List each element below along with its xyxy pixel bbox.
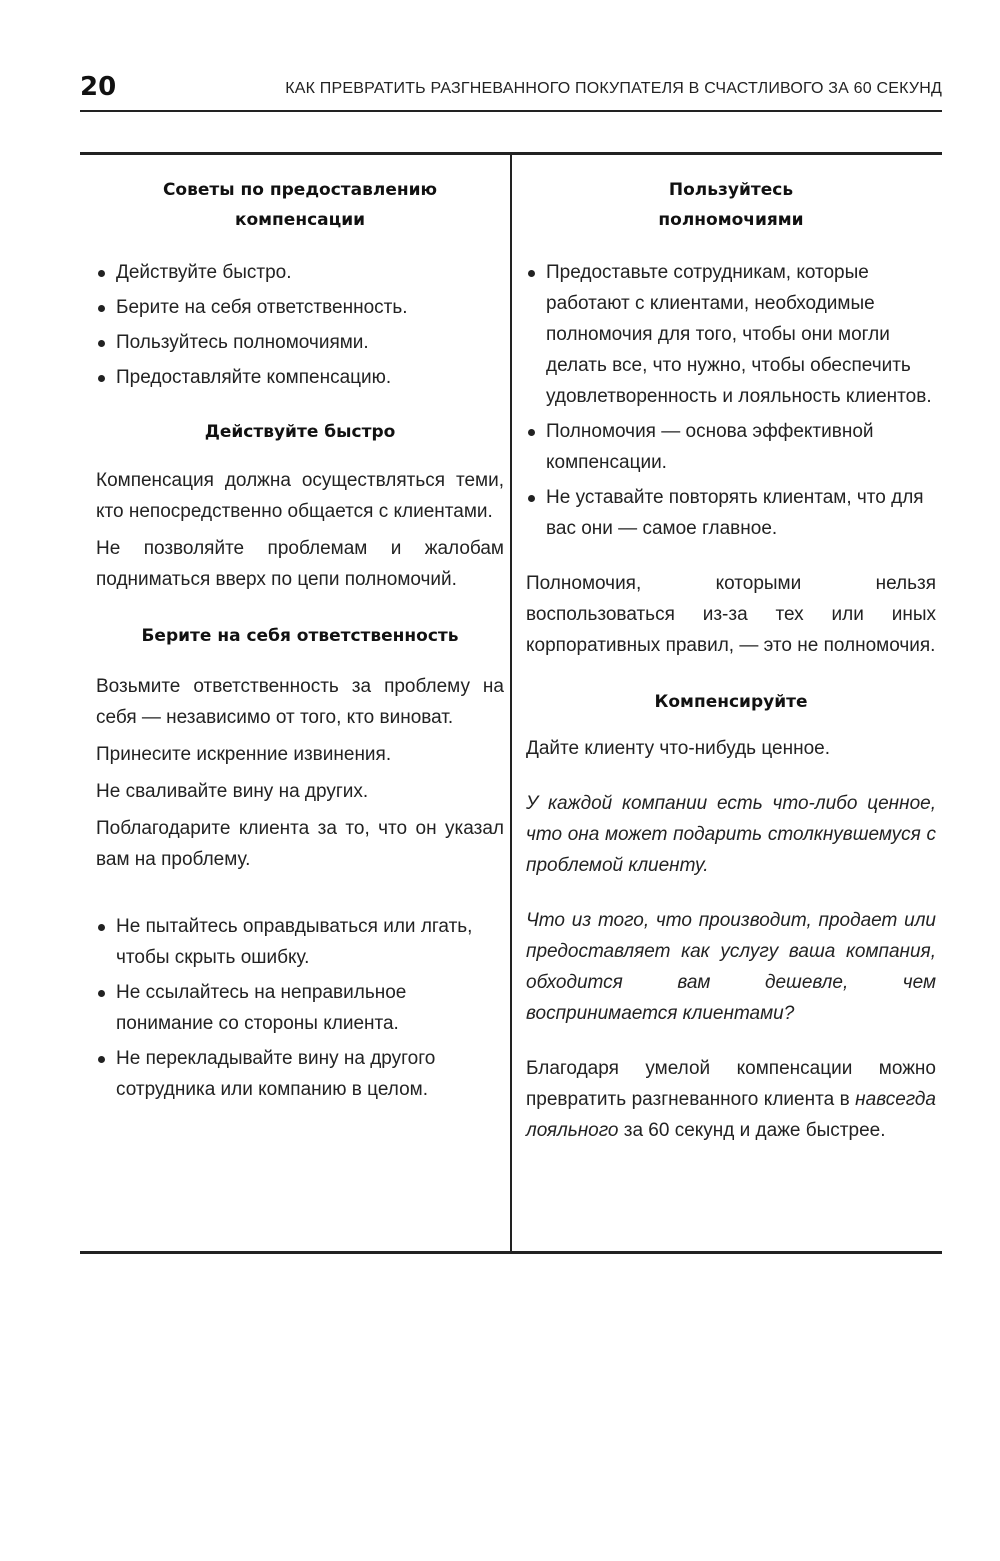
running-title: КАК ПРЕВРАТИТЬ РАЗГНЕВАННОГО ПОКУПАТЕЛЯ В СЧАСТЛИВОГО ЗА 60 СЕКУНД [285, 80, 942, 97]
list-item: Полномочия — основа эффективной компенсации. [526, 416, 936, 478]
responsibility-paragraph-4: Поблагодарите клиента за то, что он указал вам на проблему. [96, 818, 504, 870]
compensate-paragraph: Дайте клиенту что-нибудь ценное. [526, 738, 830, 759]
responsibility-paragraph-3: Не сваливайте вину на других. [96, 781, 369, 802]
list-item: Не пытайтесь оправдываться или лгать, чтобы скрыть ошибку. [96, 911, 504, 973]
power-heading-line2: полномочиями [658, 210, 804, 230]
compensate-italic-1: У каждой компании есть что-либо ценное, что она может подарить столкнувшемуся с проблемой клиенту. [526, 793, 936, 876]
list-item: Не ссылайтесь на неправильное понимание со стороны клиента. [96, 977, 504, 1039]
tips-heading-line1: Советы по предоставлению [162, 180, 438, 200]
act-fast-paragraph-1: Компенсация должна осуществляться теми, кто непосредственно общается с клиентами. [96, 470, 504, 522]
power-heading [526, 175, 936, 235]
list-item: Действуйте быстро. [96, 257, 504, 288]
tips-list [96, 257, 504, 393]
power-list [526, 257, 936, 544]
responsibility-heading: Берите на себя ответственность [141, 626, 459, 646]
list-item: Берите на себя ответственность. [96, 292, 504, 323]
left-column [96, 155, 504, 1109]
list-item: Предоставьте сотрудникам, которые работают с клиентами, необходимые полномочия для того, чтобы они могли делать все, что нужно, чтобы обеспечить удовлетворенность и лояльность клиентов. [526, 257, 936, 412]
final-text-emphasis: навсегда лояльного [526, 1089, 936, 1141]
act-fast-heading: Действуйте быстро [204, 422, 396, 442]
page-header [80, 70, 942, 112]
compensate-heading: Компенсируйте [654, 692, 808, 712]
page-number: 20 [80, 72, 117, 102]
list-item: Не перекладывайте вину на другого сотрудника или компанию в целом. [96, 1043, 504, 1105]
donts-list [96, 911, 504, 1105]
list-item: Не уставайте повторять клиентам, что для вас они — самое главное. [526, 482, 936, 544]
right-column [526, 155, 936, 1146]
power-paragraph: Полномочия, которыми нельзя воспользоваться из-за тех или иных корпоративных правил, — это не полномочия. [526, 573, 936, 656]
list-item: Пользуйтесь полномочиями. [96, 327, 504, 358]
tips-heading [96, 175, 504, 235]
column-divider [510, 155, 512, 1251]
act-fast-paragraph-2: Не позволяйте проблемам и жалобам подниматься вверх по цепи полномочий. [96, 538, 504, 590]
list-item: Предоставляйте компенсацию. [96, 362, 504, 393]
compensate-italic-2: Что из того, что производит, продает или предоставляет как услугу ваша компания, обходится вам дешевле, чем воспринимается клиентами? [526, 910, 936, 1024]
tips-heading-line2: компенсации [234, 210, 366, 230]
final-text-a: Благодаря умелой компенсации можно превратить разгневанного клиента в [526, 1058, 936, 1110]
responsibility-paragraph-2: Принесите искренние извинения. [96, 744, 392, 765]
final-paragraph [526, 1053, 936, 1146]
responsibility-paragraph-1: Возьмите ответственность за проблему на себя — независимо от того, кто виноват. [96, 676, 504, 728]
content-box [80, 152, 942, 1254]
power-heading-line1: Пользуйтесь [668, 180, 794, 200]
final-text-c: за 60 секунд и даже быстрее. [618, 1120, 886, 1141]
